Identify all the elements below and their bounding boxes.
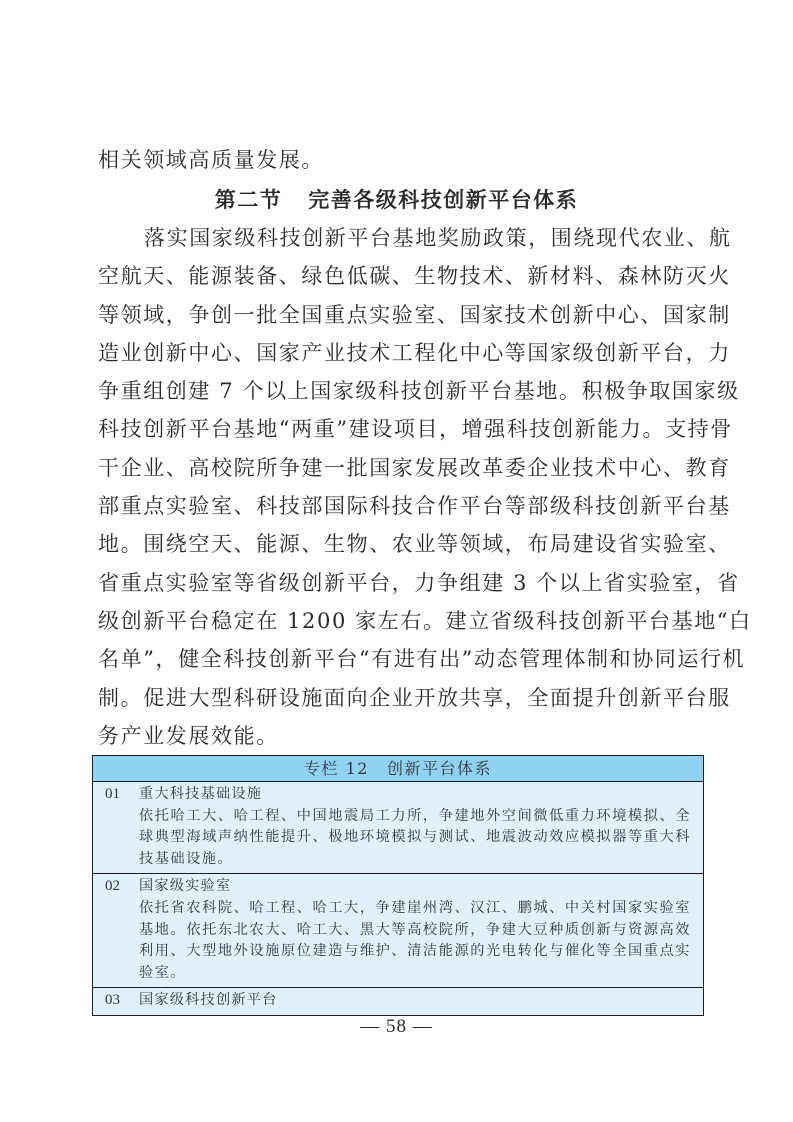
feature-box-label: 专栏 12 bbox=[304, 759, 369, 778]
paragraph-line: 名单”，健全科技创新平台“有进有出”动态管理体制和协同运行机 bbox=[98, 647, 746, 672]
paragraph-line: 级创新平台稳定在 1200 家左右。建立省级科技创新平台基地“白 bbox=[98, 608, 752, 633]
feature-box-row bbox=[93, 782, 703, 874]
row-description bbox=[139, 806, 691, 871]
paragraph-line: 地。围绕空天、能源、生物、农业等领域，布局建设省实验室、 bbox=[98, 532, 731, 557]
row-description-line: 球典型海域声纳性能提升、极地环境模拟与测试、地震波动效应模拟器等重大科 bbox=[139, 829, 691, 846]
row-title: 国家级科技创新平台 bbox=[139, 992, 278, 1009]
row-title: 国家级实验室 bbox=[139, 878, 232, 895]
feature-box-rows bbox=[93, 782, 703, 1015]
row-number: 02 bbox=[105, 878, 120, 895]
row-description-line: 依托哈工大、哈工程、中国地震局工力所，争建地外空间微低重力环境模拟、全 bbox=[139, 807, 691, 824]
row-number: 03 bbox=[105, 992, 120, 1009]
paragraph-line: 造业创新中心、国家产业技术工程化中心等国家级创新平台，力 bbox=[98, 340, 731, 365]
paragraph-line: 科技创新平台基地“两重”建设项目，增强科技创新能力。支持骨 bbox=[98, 417, 733, 442]
paragraph-line: 等领域，争创一批全国重点实验室、国家技术创新中心、国家制 bbox=[98, 302, 731, 327]
feature-box-row bbox=[93, 988, 703, 1015]
section-number: 第二节 bbox=[214, 187, 283, 212]
paragraph-line: 制。促进大型科研设施面向企业开放共享，全面提升创新平台服 bbox=[98, 685, 731, 710]
paragraph-line: 相关领域高质量发展。 bbox=[98, 148, 324, 172]
body-paragraph bbox=[98, 219, 752, 755]
paragraph-line: 空航天、能源装备、绿色低碳、生物技术、新材料、森林防灭火 bbox=[98, 264, 731, 289]
feature-box-row bbox=[93, 874, 703, 988]
paragraph-line: 务产业发展效能。 bbox=[98, 723, 279, 748]
paragraph-line: 干企业、高校院所争建一批国家发展改革委企业技术中心、教育 bbox=[98, 455, 731, 480]
row-description-line: 依托省农科院、哈工程、哈工大，争建崖州湾、汉江、鹏城、中关村国家实验室 bbox=[139, 899, 691, 916]
page-number: — 58 — bbox=[360, 1016, 433, 1037]
feature-box-header bbox=[93, 756, 703, 782]
feature-box bbox=[92, 755, 704, 1016]
row-description-line: 利用、大型地外设施原位建造与维护、清洁能源的光电转化与催化等全国重点实 bbox=[139, 943, 691, 960]
paragraph-line: 省重点实验室等省级创新平台，力争组建 3 个以上省实验室，省 bbox=[98, 570, 740, 595]
paragraph-line: 落实国家级科技创新平台基地奖励政策，围绕现代农业、航 bbox=[144, 226, 732, 250]
paragraph-line: 争重组创建 7 个以上国家级科技创新平台基地。积极争取国家级 bbox=[98, 379, 740, 404]
row-description-line: 验室。 bbox=[139, 964, 187, 981]
paragraph-line: 部重点实验室、科技部国际科技合作平台等部级科技创新平台基 bbox=[98, 494, 731, 519]
row-description-line: 基地。依托东北农大、哈工大、黑大等高校院所，争建大豆种质创新与资源高效 bbox=[139, 921, 691, 938]
row-description-line: 技基础设施。 bbox=[139, 850, 234, 867]
section-title: 完善各级科技创新平台体系 bbox=[308, 187, 579, 212]
row-description bbox=[139, 898, 691, 984]
row-number: 01 bbox=[105, 786, 120, 802]
row-title: 重大科技基础设施 bbox=[139, 786, 263, 802]
section-heading bbox=[0, 181, 793, 219]
feature-box-title: 创新平台体系 bbox=[386, 759, 492, 778]
lead-paragraph bbox=[98, 141, 698, 179]
